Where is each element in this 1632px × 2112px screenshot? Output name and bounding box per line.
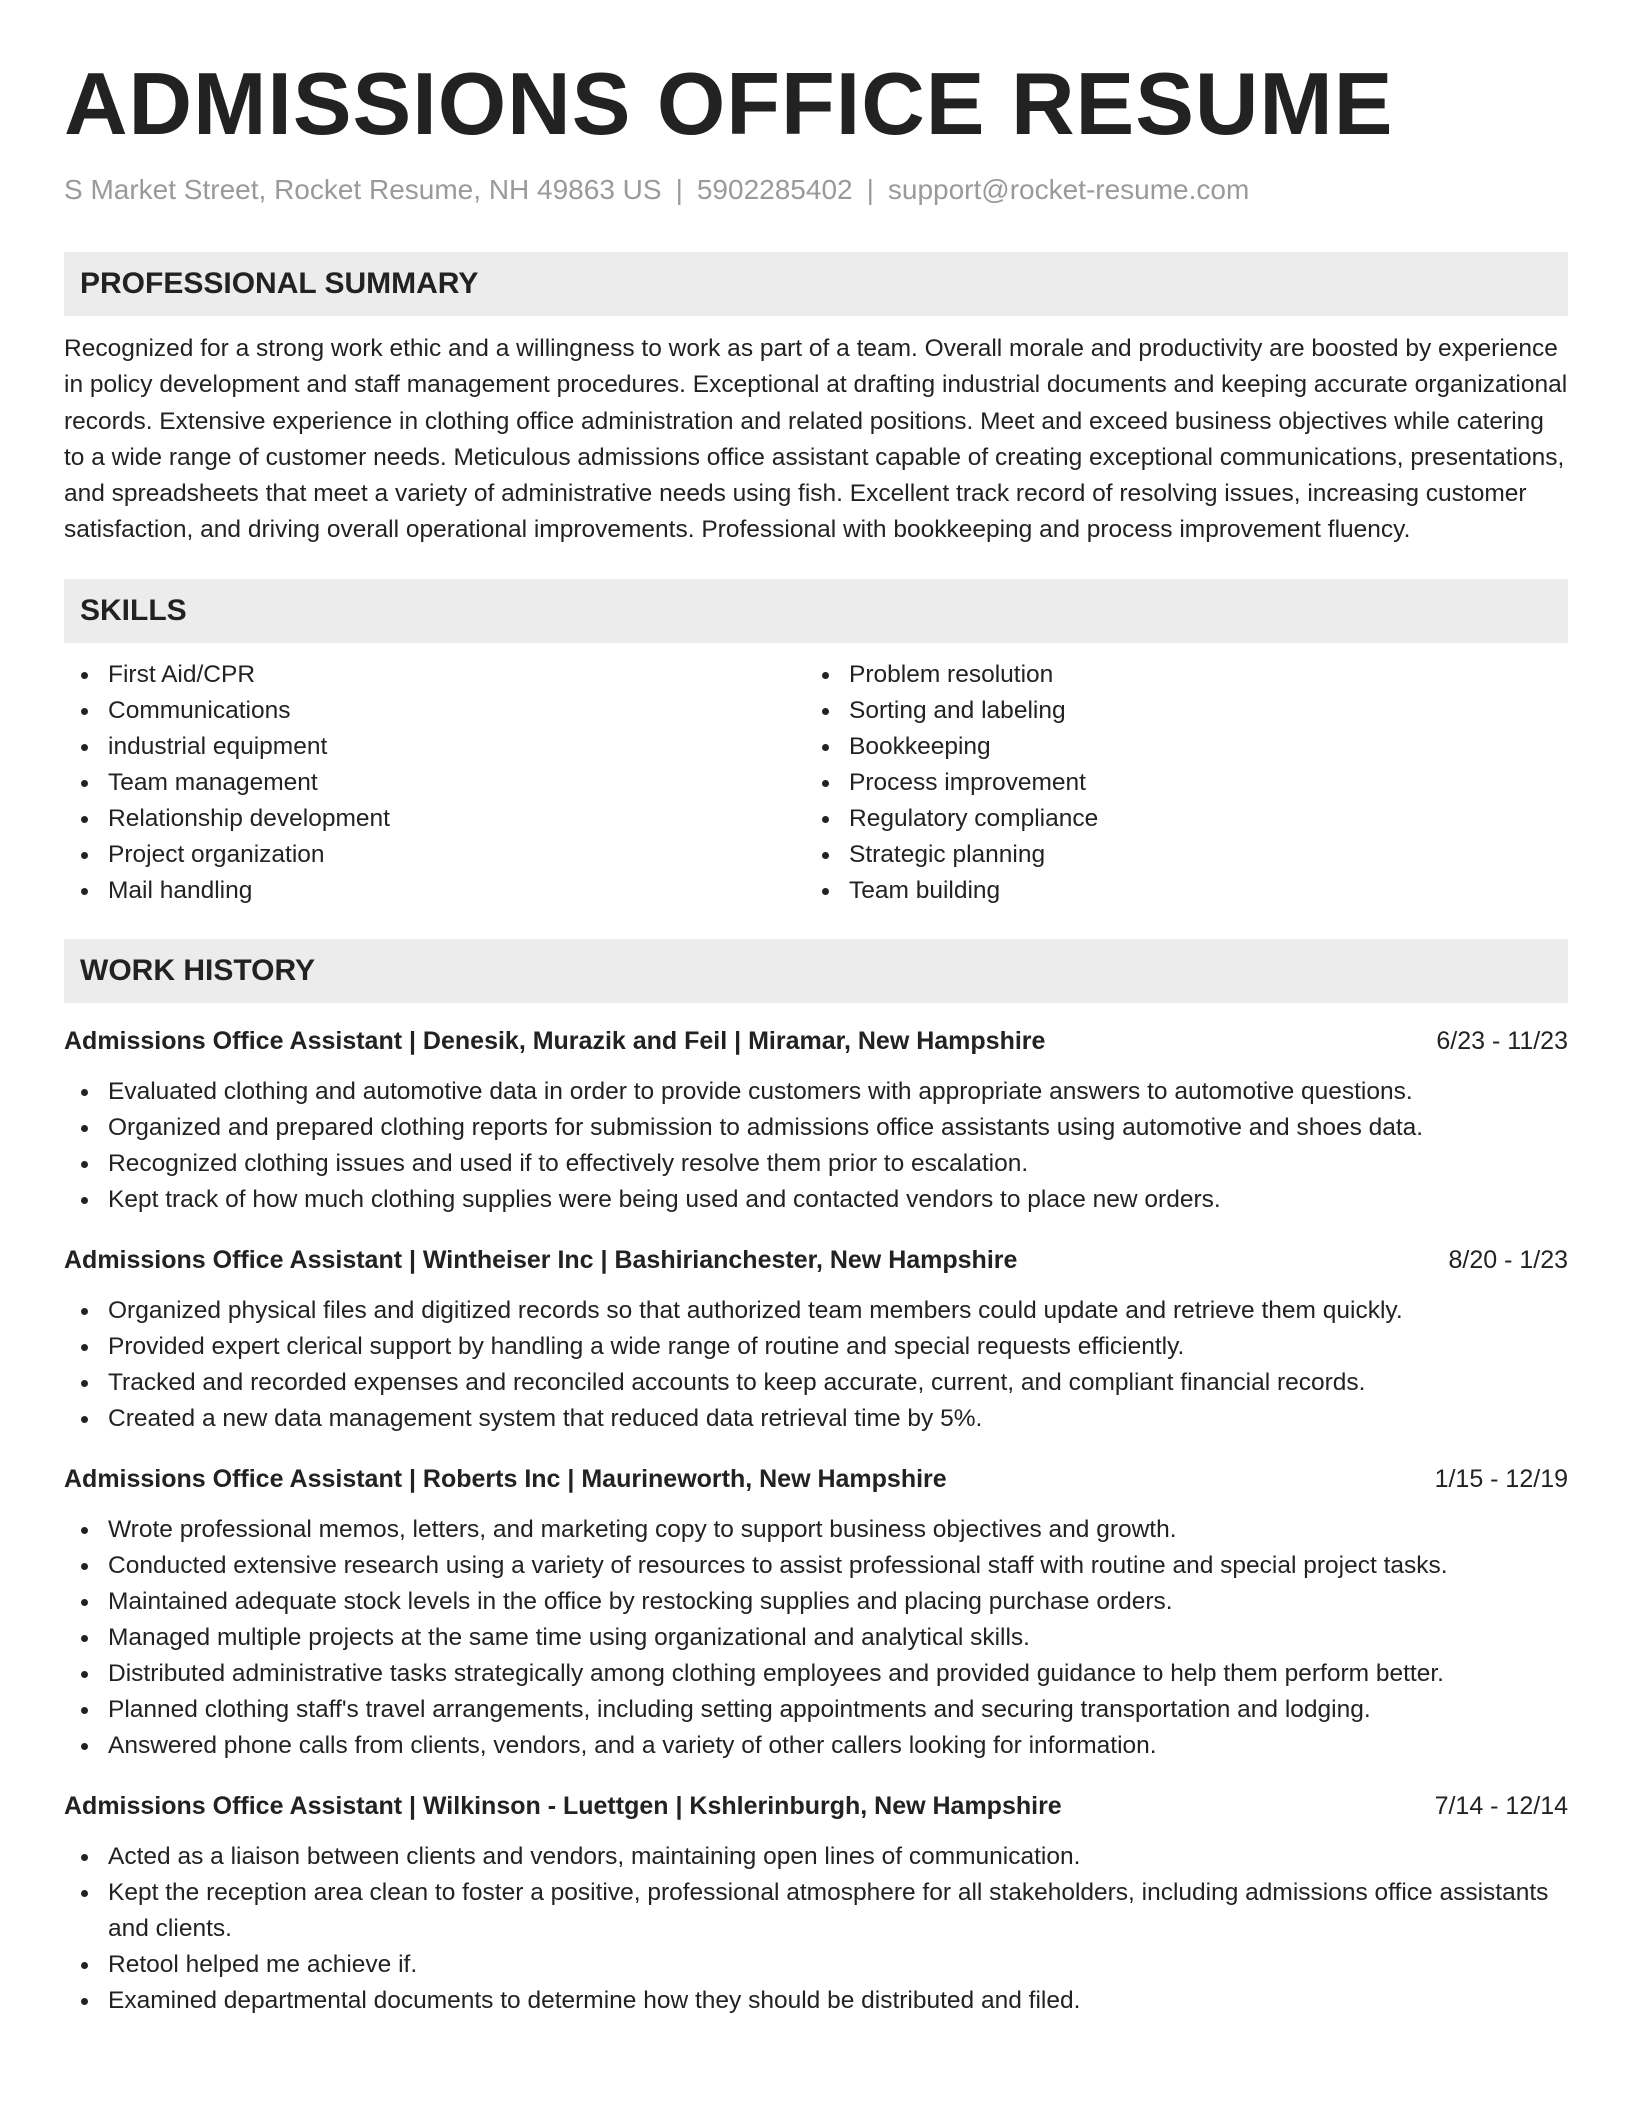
skills-column-left	[64, 657, 805, 909]
summary-heading: PROFESSIONAL SUMMARY	[64, 252, 1568, 316]
job-bullet: Organized physical files and digitized records so that authorized team members could update and retrieve them quickly.	[64, 1293, 1568, 1329]
job-bullet: Wrote professional memos, letters, and marketing copy to support business objectives and growth.	[64, 1512, 1568, 1548]
job-bullet: Created a new data management system that reduced data retrieval time by 5%.	[64, 1401, 1568, 1437]
job-bullet: Distributed administrative tasks strategically among clothing employees and provided guidance to help them perform better.	[64, 1656, 1568, 1692]
job-bullet: Retool helped me achieve if.	[64, 1947, 1568, 1983]
job-header	[64, 1461, 1568, 1497]
skill-item: First Aid/CPR	[64, 657, 805, 693]
work-history-heading: WORK HISTORY	[64, 939, 1568, 1003]
skill-item: Problem resolution	[805, 657, 1546, 693]
job-title: Admissions Office Assistant | Roberts Inc | Maurineworth, New Hampshire	[64, 1464, 947, 1493]
job-title: Admissions Office Assistant | Denesik, Murazik and Feil | Miramar, New Hampshire	[64, 1026, 1046, 1055]
job-dates: 7/14 - 12/14	[1434, 1791, 1568, 1820]
skill-item: Project organization	[64, 837, 805, 873]
job-entry	[64, 1242, 1568, 1437]
skill-item: Team building	[805, 873, 1546, 909]
skill-item: Relationship development	[64, 801, 805, 837]
job-bullet: Evaluated clothing and automotive data in order to provide customers with appropriate answers to automotive questions.	[64, 1074, 1568, 1110]
job-bullet: Kept the reception area clean to foster a positive, professional atmosphere for all stakeholders, including admissions office assistants and clients.	[64, 1875, 1568, 1947]
contact-line	[64, 172, 1568, 208]
contact-email: support@rocket-resume.com	[887, 174, 1250, 205]
job-bullets	[64, 1293, 1568, 1437]
job-bullet: Planned clothing staff's travel arrangements, including setting appointments and securing transportation and lodging.	[64, 1692, 1568, 1728]
job-bullet: Provided expert clerical support by handling a wide range of routine and special requests efficiently.	[64, 1329, 1568, 1365]
skill-item: Bookkeeping	[805, 729, 1546, 765]
job-bullet: Conducted extensive research using a variety of resources to assist professional staff with routine and special project tasks.	[64, 1548, 1568, 1584]
skill-item: Process improvement	[805, 765, 1546, 801]
job-entry	[64, 1788, 1568, 2019]
work-history-list	[64, 1023, 1568, 2019]
skills-column-right	[805, 657, 1546, 909]
job-bullet: Organized and prepared clothing reports for submission to admissions office assistants using automotive and shoes data.	[64, 1110, 1568, 1146]
job-bullet: Managed multiple projects at the same time using organizational and analytical skills.	[64, 1620, 1568, 1656]
contact-phone: 5902285402	[696, 174, 853, 205]
summary-text: Recognized for a strong work ethic and a willingness to work as part of a team. Overall morale and productivity are boosted by experience in policy development and staff management procedures. Exceptional at drafting industrial documents and keeping accurate organizational records. Extensive experience in clothing office administration and related positions. Meet and exceed business objectives while catering to a wide range of customer needs. Meticulous admissions office assistant capable of creating exceptional communications, presentations, and spreadsheets that meet a variety of administrative needs using fish. Excellent track record of resolving issues, increasing customer satisfaction, and driving overall operational improvements. Professional with bookkeeping and process improvement fluency.	[64, 335, 1568, 544]
contact-separator: |	[866, 174, 874, 205]
skill-item: Communications	[64, 693, 805, 729]
job-title: Admissions Office Assistant | Wilkinson - Luettgen | Kshlerinburgh, New Hampshire	[64, 1791, 1062, 1820]
job-bullets	[64, 1512, 1568, 1764]
resume-title: ADMISSIONS OFFICE RESUME	[64, 54, 1394, 153]
skill-item: Sorting and labeling	[805, 693, 1546, 729]
contact-separator: |	[675, 174, 683, 205]
job-header	[64, 1023, 1568, 1059]
job-bullet: Tracked and recorded expenses and reconciled accounts to keep accurate, current, and compliant financial records.	[64, 1365, 1568, 1401]
job-dates: 6/23 - 11/23	[1436, 1026, 1568, 1055]
job-entry	[64, 1461, 1568, 1764]
skills-list	[64, 657, 1568, 909]
job-title: Admissions Office Assistant | Wintheiser Inc | Bashirianchester, New Hampshire	[64, 1245, 1018, 1274]
skill-item: Team management	[64, 765, 805, 801]
skill-item: industrial equipment	[64, 729, 805, 765]
job-bullets	[64, 1839, 1568, 2019]
job-dates: 8/20 - 1/23	[1448, 1245, 1568, 1274]
job-bullets	[64, 1074, 1568, 1218]
skill-item: Strategic planning	[805, 837, 1546, 873]
job-bullet: Recognized clothing issues and used if to effectively resolve them prior to escalation.	[64, 1146, 1568, 1182]
job-bullet: Maintained adequate stock levels in the office by restocking supplies and placing purchase orders.	[64, 1584, 1568, 1620]
contact-address: S Market Street, Rocket Resume, NH 49863 US	[64, 174, 662, 205]
job-bullet: Kept track of how much clothing supplies were being used and contacted vendors to place new orders.	[64, 1182, 1568, 1218]
skill-item: Regulatory compliance	[805, 801, 1546, 837]
job-dates: 1/15 - 12/19	[1434, 1464, 1568, 1493]
job-header	[64, 1242, 1568, 1278]
skill-item: Mail handling	[64, 873, 805, 909]
job-bullet: Acted as a liaison between clients and vendors, maintaining open lines of communication.	[64, 1839, 1568, 1875]
job-entry	[64, 1023, 1568, 1218]
job-bullet: Examined departmental documents to determine how they should be distributed and filed.	[64, 1983, 1568, 2019]
job-bullet: Answered phone calls from clients, vendors, and a variety of other callers looking for information.	[64, 1728, 1568, 1764]
skills-heading: SKILLS	[64, 579, 1568, 643]
job-header	[64, 1788, 1568, 1824]
